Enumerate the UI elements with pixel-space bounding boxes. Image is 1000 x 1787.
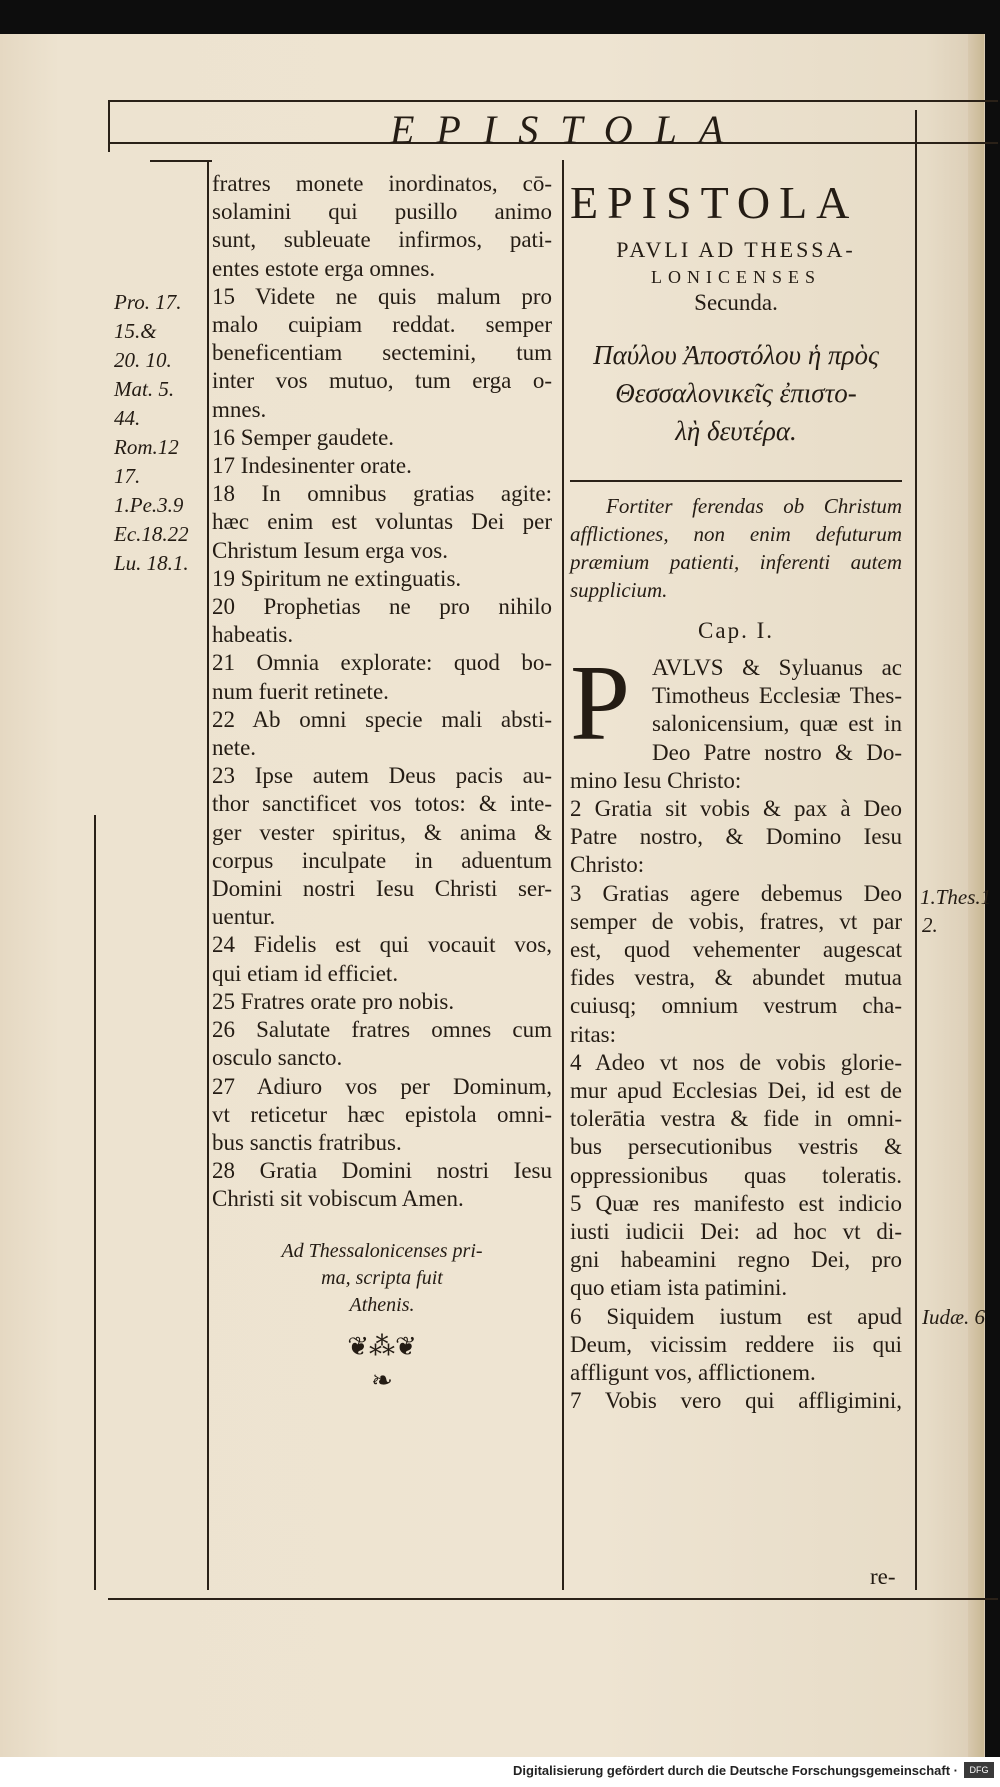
text-line: 28 Gratia Domini nostri Iesu: [212, 1158, 552, 1184]
margin-note: 2.: [922, 913, 938, 937]
text-line: mur apud Ecclesias Dei, id est de: [570, 1078, 902, 1104]
margin-note: Iudæ. 6: [922, 1305, 985, 1329]
gloss-line: 17.: [114, 464, 141, 488]
text-line: malo cuipiam reddat. semper: [212, 312, 552, 338]
text-line: ritas:: [570, 1021, 616, 1047]
right-text-column: [570, 175, 902, 1415]
footer-credit: Digitalisierung gefördert durch die Deutsche Forschungsgemeinschaft ·: [513, 1763, 958, 1778]
subscription-line: Athenis.: [349, 1293, 415, 1316]
argument-line: afflictiones, non enim defuturum: [570, 522, 902, 546]
column-divider-right: [915, 110, 917, 1590]
text-line: habeatis.: [212, 622, 294, 648]
text-line: thor sanctificet vos totos: & inte-: [212, 791, 552, 817]
text-line: 17 Indesinenter orate.: [212, 453, 412, 479]
argument-line: Fortiter ferendas ob Christum: [606, 494, 902, 518]
text-line: 18 In omnibus gratias agite:: [212, 481, 552, 507]
text-line: Domini nostri Iesu Christi ser-: [212, 876, 552, 902]
text-line: 3 Gratias agere debemus Deo: [570, 880, 902, 906]
chapter-heading: Cap. I.: [698, 618, 774, 643]
text-line: quo etiam ista patimini.: [570, 1275, 788, 1301]
epistle-title: EPISTOLA: [570, 177, 859, 228]
ornament-small: ❧: [371, 1365, 393, 1395]
text-line: gni habeamini regno Dei, pro: [570, 1247, 902, 1273]
text-line: 24 Fidelis est qui vocauit vos,: [212, 932, 552, 958]
column-divider-center: [562, 160, 564, 1590]
text-line: bus persecutionibus vestris &: [570, 1134, 902, 1160]
text-line: est, quod vehementer augescat: [570, 937, 902, 963]
text-line: inter vos mutuo, tum erga o-: [212, 368, 552, 394]
column-divider-left: [207, 160, 209, 1590]
text-line: bus sanctis fratribus.: [212, 1129, 402, 1155]
gloss-line: Lu. 18.1.: [114, 551, 189, 575]
text-line: uentur.: [212, 904, 276, 930]
text-line: 4 Adeo vt nos de vobis glorie-: [570, 1049, 902, 1075]
text-line: 7 Vobis vero qui affligimini,: [570, 1388, 902, 1414]
text-line: mino Iesu Christo:: [570, 767, 742, 793]
text-line: solamini qui pusillo animo: [212, 199, 552, 225]
argument-line: supplicium.: [570, 578, 668, 602]
text-line: cuiusq; omnium vestrum cha-: [570, 993, 902, 1019]
text-line: 15 Videte ne quis malum pro: [212, 283, 552, 309]
text-line: fides vestra, & abundet mutua: [570, 965, 902, 991]
gloss-rule-top: [150, 160, 212, 162]
text-line: Timotheus Ecclesiæ Thes-: [652, 683, 902, 709]
text-line: 26 Salutate fratres omnes cum: [212, 1017, 552, 1043]
epistle-title-line2: PAVLI AD THESSA-: [616, 237, 856, 262]
gloss-line: Mat. 5.: [114, 377, 175, 401]
chapter-text: [570, 644, 902, 1415]
text-line: nete.: [212, 735, 257, 761]
text-line: osculo sancto.: [212, 1045, 343, 1071]
greek-title-line: λὴ δευτέρα.: [675, 416, 797, 446]
text-line: fratres monete inordinatos, cō-: [212, 171, 552, 196]
header-rule-top: [108, 100, 998, 102]
text-line: affligunt vos, afflictionem.: [570, 1360, 816, 1386]
epistle-title-line4: Secunda.: [694, 290, 778, 315]
running-title: EPISTOLA: [390, 107, 746, 152]
gloss-line: 15.&: [114, 319, 157, 343]
text-line: 23 Ipse autem Deus pacis au-: [212, 763, 552, 789]
text-line: num fuerit retinete.: [212, 678, 389, 704]
text-line: iusti iudicii Dei: ad hoc vt di-: [570, 1219, 902, 1245]
text-line: 27 Adiuro vos per Dominum,: [212, 1073, 552, 1099]
gloss-line: 1.Pe.3.9: [114, 493, 184, 517]
text-line: sunt, subleuate infirmos, pati-: [212, 227, 552, 253]
left-margin-rule: [94, 815, 96, 1590]
text-line: oppressionibus quas toleratis.: [570, 1162, 902, 1188]
gloss-line: Pro. 17.: [114, 290, 182, 314]
greek-title-line: Θεσσαλονικεῖς ἐπιστο-: [615, 378, 857, 408]
catchword: re-: [870, 1564, 896, 1589]
margin-note: 1.Thes.1: [920, 885, 992, 909]
text-line: 5 Quæ res manifesto est indicio: [570, 1190, 902, 1216]
text-line: 21 Omnia explorate: quod bo-: [212, 650, 552, 676]
greek-title-line: Παύλου Ἀποστόλου ἡ πρὸς: [593, 340, 879, 370]
argument-line: præmium patienti, inferenti autem: [570, 550, 902, 574]
marginal-gloss: [114, 288, 189, 578]
text-line: corpus inculpate in aduentum: [212, 847, 552, 873]
gloss-line: 20. 10.: [114, 348, 172, 372]
bottom-rule: [108, 1598, 998, 1600]
dfg-logo: DFG: [964, 1762, 994, 1778]
text-line: 6 Siquidem iustum est apud: [570, 1303, 902, 1329]
text-line: Christum Iesum erga vos.: [212, 537, 448, 563]
epistle-title-line3: LONICENSES: [650, 267, 821, 287]
text-line: Christo:: [570, 852, 645, 878]
argument-rule: [570, 480, 902, 482]
text-line: AVLVS & Syluanus ac: [652, 655, 902, 680]
text-line: entes estote erga omnes.: [212, 255, 436, 281]
text-line: Patre nostro, & Domino Iesu: [570, 824, 902, 850]
digitization-footer: [0, 1757, 1000, 1787]
text-line: 2 Gratia sit vobis & pax à Deo: [570, 796, 902, 822]
text-line: Deum, vicissim reddere iis qui: [570, 1331, 902, 1357]
subscription-line: ma, scripta fuit: [321, 1266, 443, 1289]
ornament: ❦⁂❦: [347, 1331, 417, 1361]
text-line: tolerātia vestra & fide in omni-: [570, 1106, 902, 1132]
text-line: ger vester spiritus, & anima &: [212, 819, 552, 845]
text-line: 25 Fratres orate pro nobis.: [212, 988, 455, 1014]
outer-frame-left: [108, 100, 110, 152]
text-line: Deo Patre nostro & Do-: [652, 739, 902, 765]
drop-capital: P: [570, 644, 631, 763]
argument: [570, 492, 902, 604]
left-text-column: [212, 170, 552, 1395]
subscription-line: Ad Thessalonicenses pri-: [281, 1239, 483, 1262]
text-line: qui etiam id efficiet.: [212, 960, 399, 986]
text-line: beneficentiam sectemini, tum: [212, 340, 552, 366]
text-line: vt reticetur hæc epistola omni-: [212, 1101, 552, 1127]
text-line: mnes.: [212, 396, 267, 422]
gloss-line: 44.: [114, 406, 141, 430]
text-line: Christi sit vobiscum Amen.: [212, 1186, 464, 1212]
text-line: hæc enim est voluntas Dei per: [212, 509, 552, 535]
text-line: 16 Semper gaudete.: [212, 424, 395, 450]
text-line: semper de vobis, fratres, vt par: [570, 908, 902, 934]
text-line: 19 Spiritum ne extinguatis.: [212, 565, 462, 591]
text-line: salonicensium, quæ est in: [652, 711, 902, 737]
gloss-line: Ec.18.22: [114, 522, 189, 546]
gloss-line: Rom.12: [114, 435, 179, 459]
text-line: 22 Ab omni specie mali absti-: [212, 706, 552, 732]
text-line: 20 Prophetias ne pro nihilo: [212, 594, 552, 620]
